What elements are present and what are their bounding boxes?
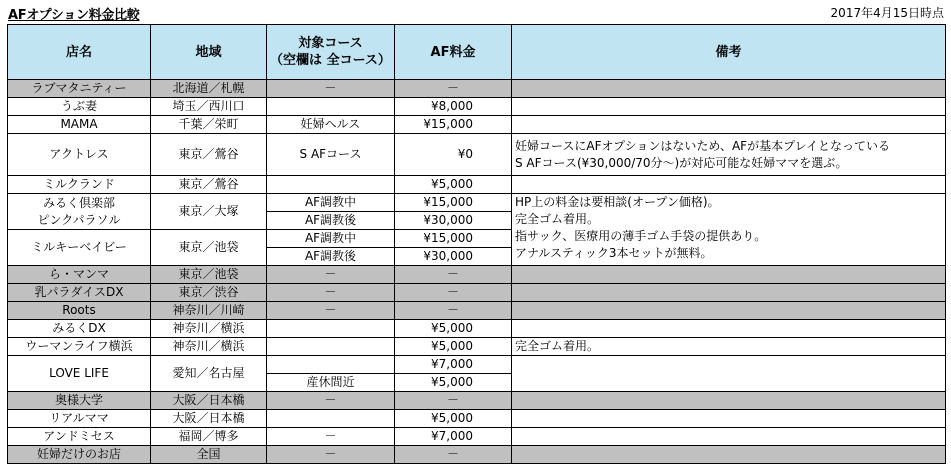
course-cell: － <box>267 446 395 464</box>
header-fee: AF料金 <box>395 25 512 80</box>
course-cell <box>267 356 395 374</box>
area-cell: 千葉／栄町 <box>151 116 267 134</box>
fee-comparison-table <box>7 24 946 464</box>
area-cell: 東京／池袋 <box>151 266 267 284</box>
area-cell: 東京／池袋 <box>151 230 267 266</box>
table-row <box>8 194 946 212</box>
fee-cell: ¥5,000 <box>395 176 512 194</box>
table-row <box>8 392 946 410</box>
note-cell <box>512 392 946 410</box>
store-cell: LOVE LIFE <box>8 356 151 392</box>
area-cell: 東京／大塚 <box>151 194 267 230</box>
note-cell: 完全ゴム着用。 <box>512 338 946 356</box>
table-row <box>8 356 946 374</box>
store-cell <box>8 194 151 230</box>
fee-cell: ¥15,000 <box>395 230 512 248</box>
course-cell: － <box>267 284 395 302</box>
header-course <box>267 25 395 80</box>
note-line: S AFコース(¥30,000/70分～)が対応可能な妊婦ママを選ぶ。 <box>515 155 848 170</box>
table-row <box>8 284 946 302</box>
store-cell: ミルキーベイビー <box>8 230 151 266</box>
header-area: 地域 <box>151 25 267 80</box>
course-cell: － <box>267 80 395 98</box>
note-cell <box>512 80 946 98</box>
note-cell <box>512 134 946 176</box>
course-cell <box>267 98 395 116</box>
note-cell <box>512 302 946 320</box>
area-cell: 埼玉／西川口 <box>151 98 267 116</box>
table-row <box>8 266 946 284</box>
table-row <box>8 80 946 98</box>
fee-cell: ¥5,000 <box>395 410 512 428</box>
as-of-date: 2017年4月15日時点 <box>830 6 944 20</box>
store-cell: アクトレス <box>8 134 151 176</box>
note-line: 妊婦コースにAFオプションはないため、AFが基本プレイとなっている <box>515 138 890 153</box>
store-cell: ウーマンライフ横浜 <box>8 338 151 356</box>
fee-cell: － <box>395 266 512 284</box>
course-cell: 産休間近 <box>267 374 395 392</box>
fee-cell: ¥5,000 <box>395 374 512 392</box>
course-cell: 妊婦ヘルス <box>267 116 395 134</box>
fee-cell: ¥0 <box>395 134 512 176</box>
course-cell: S AFコース <box>267 134 395 176</box>
header-course-line1: 対象コース <box>298 36 363 51</box>
table-row <box>8 446 946 464</box>
area-cell: 神奈川／横浜 <box>151 320 267 338</box>
note-cell <box>512 266 946 284</box>
table-row <box>8 176 946 194</box>
store-cell: アンドミセス <box>8 428 151 446</box>
table-row <box>8 410 946 428</box>
note-cell <box>512 410 946 428</box>
fee-cell: ¥8,000 <box>395 98 512 116</box>
store-cell: 乳パラダイスDX <box>8 284 151 302</box>
course-cell: AF調教中 <box>267 194 395 212</box>
header-note: 備考 <box>512 25 946 80</box>
fee-cell: ¥5,000 <box>395 320 512 338</box>
store-cell: リアルママ <box>8 410 151 428</box>
note-cell <box>512 176 946 194</box>
note-line: アナルスティック3本セットが無料。 <box>515 246 713 260</box>
note-cell <box>512 98 946 116</box>
area-cell: 東京／鶯谷 <box>151 176 267 194</box>
course-cell <box>267 338 395 356</box>
note-cell <box>512 320 946 338</box>
area-cell: 東京／渋谷 <box>151 284 267 302</box>
table-row <box>8 134 946 176</box>
table-row <box>8 116 946 134</box>
note-line: 指サック、医療用の薄手ゴム手袋の提供あり。 <box>515 229 767 243</box>
area-cell: 福岡／博多 <box>151 428 267 446</box>
store-cell: みるくDX <box>8 320 151 338</box>
course-cell <box>267 176 395 194</box>
course-cell: AF調教中 <box>267 230 395 248</box>
store-cell: ラブマタニティー <box>8 80 151 98</box>
store-cell: うぶ妻 <box>8 98 151 116</box>
fee-cell: ¥30,000 <box>395 248 512 266</box>
note-cell <box>512 356 946 392</box>
page-title: AFオプション料金比較 <box>8 8 140 23</box>
store-cell: 妊婦だけのお店 <box>8 446 151 464</box>
course-cell: － <box>267 428 395 446</box>
area-cell: 大阪／日本橋 <box>151 410 267 428</box>
fee-cell: ¥15,000 <box>395 116 512 134</box>
fee-cell: ¥7,000 <box>395 356 512 374</box>
area-cell: 東京／鶯谷 <box>151 134 267 176</box>
note-cell <box>512 428 946 446</box>
store-cell: 奥様大学 <box>8 392 151 410</box>
note-cell <box>512 446 946 464</box>
course-cell <box>267 410 395 428</box>
fee-cell: － <box>395 80 512 98</box>
table-row <box>8 428 946 446</box>
header-store: 店名 <box>8 25 151 80</box>
fee-cell: ¥7,000 <box>395 428 512 446</box>
note-cell <box>512 194 946 266</box>
table-row <box>8 98 946 116</box>
course-cell <box>267 320 395 338</box>
course-cell: － <box>267 392 395 410</box>
store-cell: ミルクランド <box>8 176 151 194</box>
fee-cell: － <box>395 302 512 320</box>
area-cell: 全国 <box>151 446 267 464</box>
course-cell: － <box>267 302 395 320</box>
note-cell <box>512 116 946 134</box>
area-cell: 大阪／日本橋 <box>151 392 267 410</box>
store-cell: ら・マンマ <box>8 266 151 284</box>
area-cell: 北海道／札幌 <box>151 80 267 98</box>
course-cell: AF調教後 <box>267 248 395 266</box>
table-row <box>8 320 946 338</box>
store-line: みるく倶楽部 <box>42 195 115 210</box>
area-cell: 神奈川／川崎 <box>151 302 267 320</box>
note-cell <box>512 284 946 302</box>
fee-cell: ¥30,000 <box>395 212 512 230</box>
store-cell: Roots <box>8 302 151 320</box>
header-course-line2: （空欄は 全コース） <box>270 53 391 68</box>
fee-cell: － <box>395 284 512 302</box>
course-cell: － <box>267 266 395 284</box>
header-row <box>8 25 946 80</box>
fee-cell: － <box>395 446 512 464</box>
table-row <box>8 302 946 320</box>
store-line: ピンクパラソル <box>37 212 121 227</box>
area-cell: 愛知／名古屋 <box>151 356 267 392</box>
note-line: 完全ゴム着用。 <box>515 212 600 226</box>
area-cell: 神奈川／横浜 <box>151 338 267 356</box>
note-line: HP上の料金は要相談(オープン価格)。 <box>515 195 720 209</box>
fee-cell: ¥15,000 <box>395 194 512 212</box>
fee-cell: － <box>395 392 512 410</box>
store-cell: MAMA <box>8 116 151 134</box>
course-cell: AF調教後 <box>267 212 395 230</box>
fee-cell: ¥5,000 <box>395 338 512 356</box>
table-row <box>8 338 946 356</box>
